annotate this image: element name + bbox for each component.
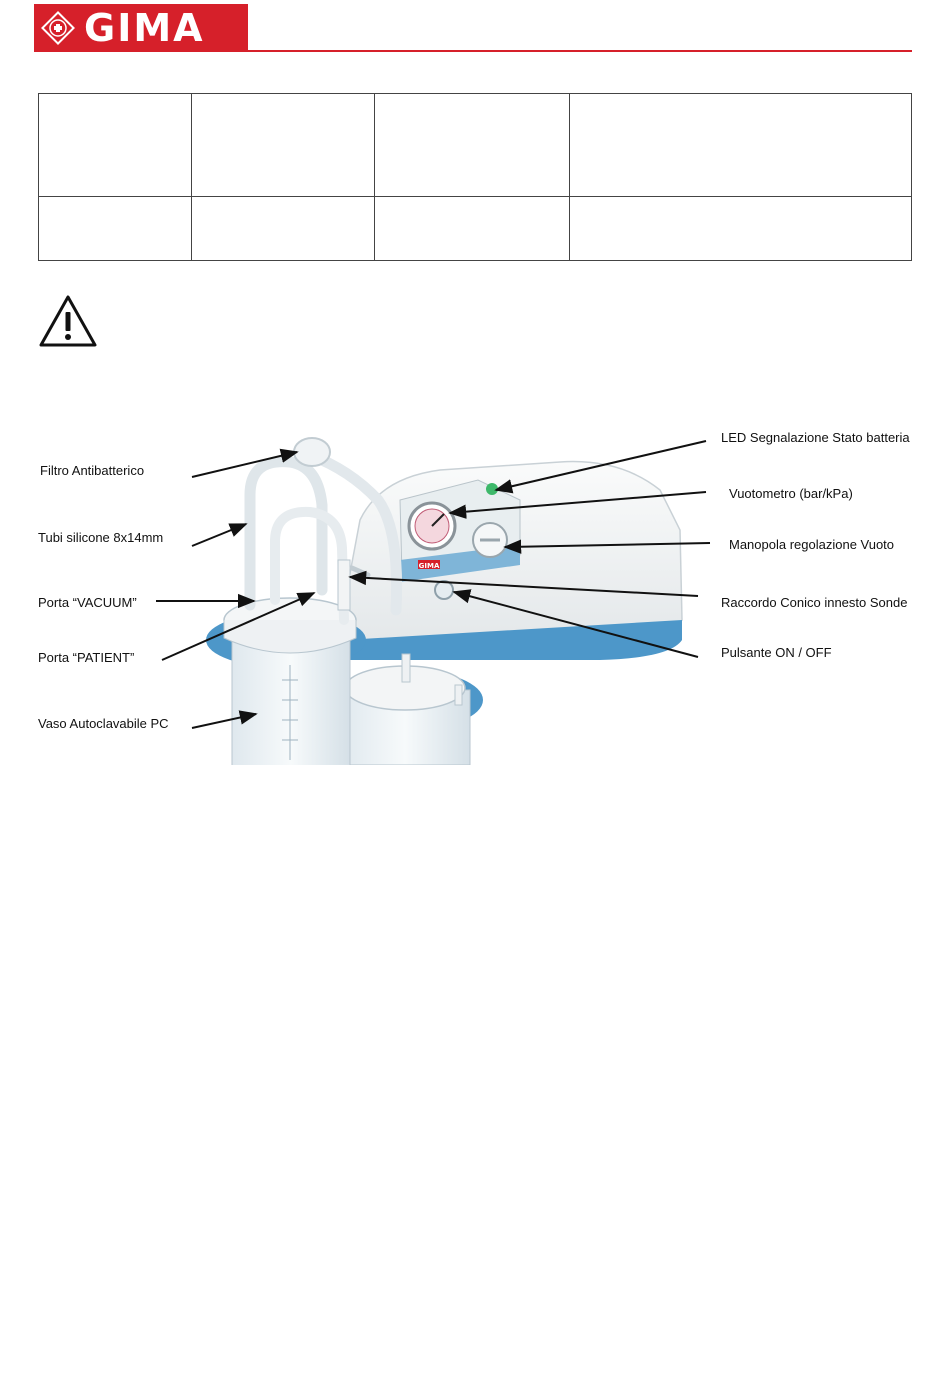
table-row: [39, 94, 912, 197]
label-led-batteria: LED Segnalazione Stato batteria: [721, 430, 910, 445]
label-filtro-antibatterico: Filtro Antibatterico: [40, 463, 145, 478]
label-porta-patient: Porta “PATIENT”: [38, 650, 135, 665]
table-cell: [570, 94, 912, 197]
label-porta-vacuum: Porta “VACUUM”: [38, 595, 137, 610]
spec-table: [38, 93, 912, 261]
table-cell: [191, 94, 374, 197]
table-cell: [374, 94, 570, 197]
table-cell: [39, 94, 192, 197]
label-manopola: Manopola regolazione Vuoto: [729, 537, 895, 552]
gima-emblem-icon: [40, 10, 76, 46]
table-cell: [39, 197, 192, 261]
label-pulsante-on-off: Pulsante ON / OFF: [721, 645, 832, 660]
gima-logo: [34, 4, 248, 52]
table-cell: [191, 197, 374, 261]
device-badge: GIMA: [418, 562, 440, 570]
brand-name: GIMA: [84, 6, 205, 50]
warning-triangle-icon: [38, 294, 98, 348]
table-cell: [374, 197, 570, 261]
jar-right: [333, 654, 483, 765]
table-row: [39, 197, 912, 261]
device-figure: [0, 395, 950, 765]
label-raccordo-conico: Raccordo Conico innesto Sonde: [721, 595, 908, 610]
suction-device-illustration: [0, 395, 950, 765]
table-cell: [570, 197, 912, 261]
label-vaso-autoclavabile: Vaso Autoclavabile PC: [38, 716, 169, 731]
header-rule: [248, 50, 912, 52]
label-vuotometro: Vuotometro (bar/kPa): [729, 486, 853, 501]
label-tubi-silicone: Tubi silicone 8x14mm: [38, 530, 164, 545]
power-button: [435, 581, 453, 599]
